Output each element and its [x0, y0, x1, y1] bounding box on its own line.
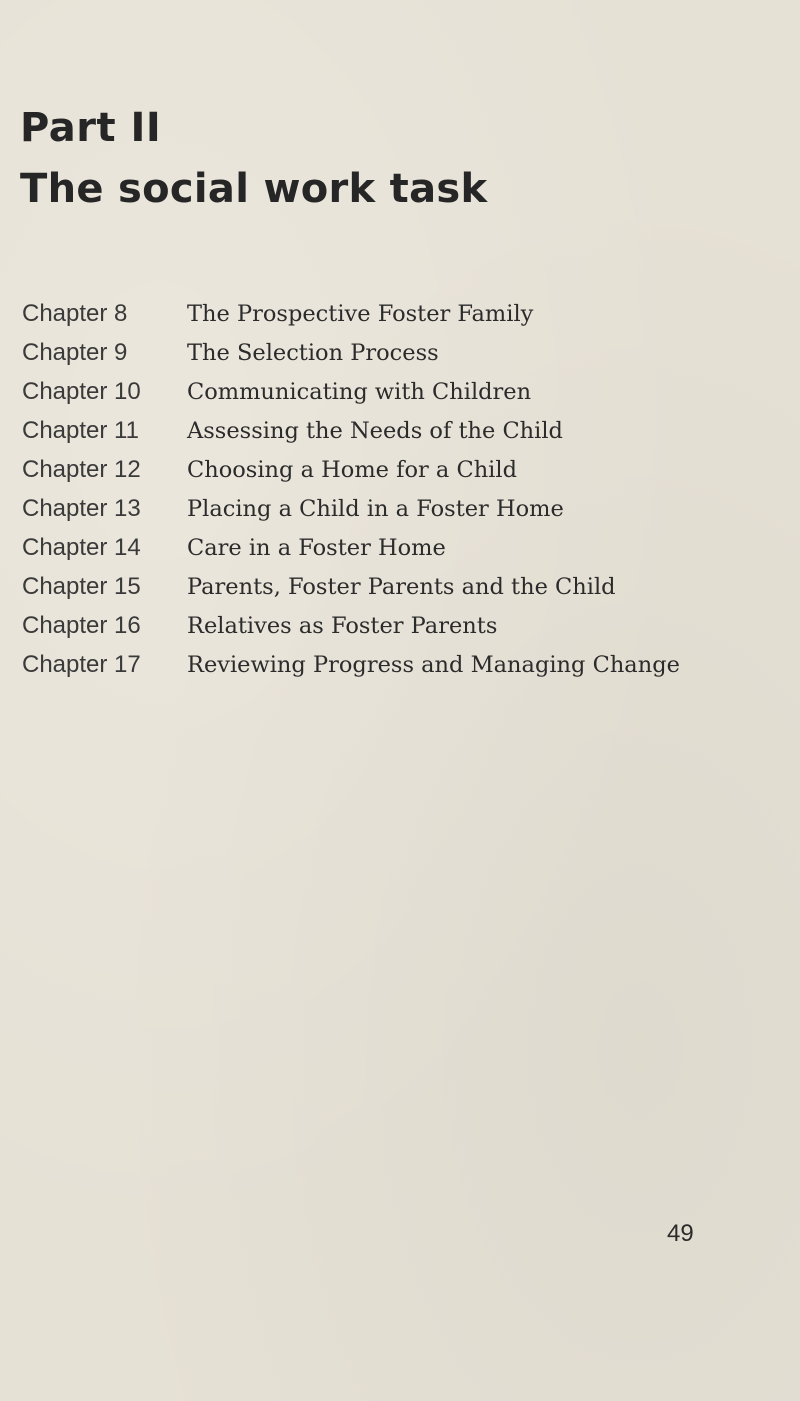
chapter-title: Placing a Child in a Foster Home	[187, 496, 564, 523]
chapter-row	[22, 646, 782, 685]
chapter-title: The Selection Process	[187, 339, 439, 366]
chapter-title: Relatives as Foster Parents	[187, 613, 498, 640]
chapter-number: Chapter 17	[22, 651, 141, 679]
chapter-number: Chapter 10	[22, 377, 141, 405]
chapter-number: Chapter 13	[22, 495, 141, 523]
chapter-number: Chapter 14	[22, 534, 141, 562]
page-number: 49	[667, 1220, 694, 1247]
chapter-number: Chapter 16	[22, 612, 141, 640]
chapter-number: Chapter 8	[22, 299, 128, 327]
chapter-row	[22, 568, 782, 607]
part-title: The social work task	[20, 166, 488, 212]
chapter-row	[22, 411, 782, 450]
chapter-row	[22, 294, 782, 333]
chapter-title: Reviewing Progress and Managing Change	[187, 652, 680, 679]
chapter-title: Communicating with Children	[187, 378, 532, 405]
chapter-title: Care in a Foster Home	[187, 535, 446, 562]
chapter-number: Chapter 12	[22, 455, 141, 483]
chapter-row	[22, 489, 782, 528]
chapter-title: The Prospective Foster Family	[187, 300, 534, 327]
chapter-row	[22, 333, 782, 372]
chapter-number: Chapter 9	[22, 338, 128, 366]
part-label: Part II	[20, 105, 162, 151]
chapter-title: Choosing a Home for a Child	[187, 456, 517, 483]
chapter-row	[22, 607, 782, 646]
chapter-number: Chapter 11	[22, 416, 139, 444]
chapter-title: Parents, Foster Parents and the Child	[187, 574, 616, 601]
chapter-number: Chapter 15	[22, 573, 141, 601]
chapter-row	[22, 529, 782, 568]
chapter-row	[22, 372, 782, 411]
chapter-title: Assessing the Needs of the Child	[187, 417, 563, 444]
chapter-list	[22, 294, 782, 685]
chapter-row	[22, 450, 782, 489]
